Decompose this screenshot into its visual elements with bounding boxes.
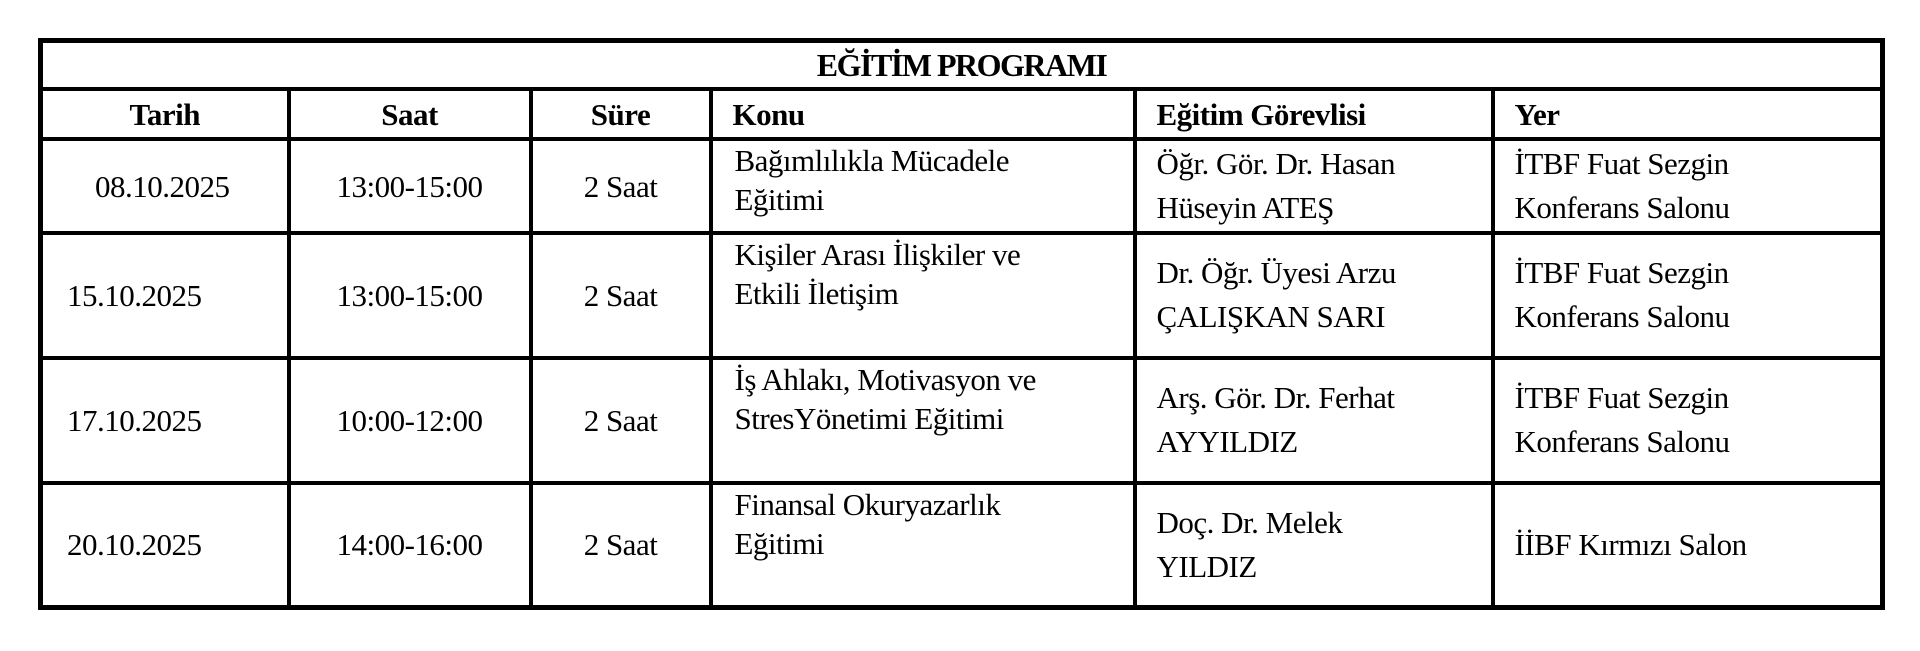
instructor-cell [1135, 233, 1493, 358]
topic-cell [711, 233, 1135, 358]
place-line: İTBF Fuat Sezgin [1514, 146, 1729, 181]
table-row [41, 233, 1883, 358]
table-row [41, 483, 1883, 607]
column-header-duration: Süre [531, 89, 711, 139]
topic-line: Kişiler Arası İlişkiler ve [734, 237, 1021, 272]
instructor-line: YILDIZ [1156, 549, 1257, 584]
place-cell [1493, 233, 1883, 358]
topic-line: Eğitimi [734, 182, 824, 217]
instructor-line: Öğr. Gör. Dr. Hasan [1156, 146, 1395, 181]
date-cell: 20.10.2025 [41, 483, 289, 607]
topic-line: Etkili İletişim [734, 276, 899, 311]
duration-cell: 2 Saat [531, 358, 711, 483]
instructor-line: Doç. Dr. Melek [1156, 505, 1343, 540]
training-schedule-table [38, 38, 1885, 610]
duration-cell: 2 Saat [531, 233, 711, 358]
place-line: İTBF Fuat Sezgin [1514, 380, 1729, 415]
duration-cell: 2 Saat [531, 483, 711, 607]
column-header-place: Yer [1493, 89, 1883, 139]
column-header-time: Saat [289, 89, 531, 139]
time-cell: 13:00-15:00 [289, 233, 531, 358]
place-cell [1493, 358, 1883, 483]
place-line: Konferans Salonu [1514, 299, 1730, 334]
place-cell [1493, 483, 1883, 607]
instructor-line: ÇALIŞKAN SARI [1156, 299, 1386, 334]
topic-line: Bağımlılıkla Mücadele [734, 143, 1009, 178]
duration-cell: 2 Saat [531, 139, 711, 233]
table-title-row [41, 41, 1883, 90]
place-line: İTBF Fuat Sezgin [1514, 255, 1729, 290]
date-cell: 08.10.2025 [41, 139, 289, 233]
time-cell: 14:00-16:00 [289, 483, 531, 607]
place-line: Konferans Salonu [1514, 424, 1730, 459]
instructor-cell [1135, 358, 1493, 483]
instructor-line: Hüseyin ATEŞ [1156, 190, 1334, 225]
time-cell: 13:00-15:00 [289, 139, 531, 233]
column-header-date: Tarih [41, 89, 289, 139]
topic-line: StresYönetimi Eğitimi [734, 401, 1004, 436]
place-line: Konferans Salonu [1514, 190, 1730, 225]
topic-line: Eğitimi [734, 526, 824, 561]
date-cell: 15.10.2025 [41, 233, 289, 358]
table-row [41, 358, 1883, 483]
place-line: İİBF Kırmızı Salon [1514, 526, 1747, 562]
table-header-row [41, 89, 1883, 139]
table-row [41, 139, 1883, 233]
instructor-cell [1135, 483, 1493, 607]
place-cell [1493, 139, 1883, 233]
topic-cell [711, 139, 1135, 233]
column-header-instructor: Eğitim Görevlisi [1135, 89, 1493, 139]
topic-cell [711, 358, 1135, 483]
topic-line: Finansal Okuryazarlık [734, 487, 1001, 522]
table-title: EĞİTİM PROGRAMI [41, 41, 1883, 90]
instructor-line: Dr. Öğr. Üyesi Arzu [1156, 255, 1396, 290]
instructor-line: AYYILDIZ [1156, 424, 1298, 459]
instructor-cell [1135, 139, 1493, 233]
column-header-topic: Konu [711, 89, 1135, 139]
topic-line: İş Ahlakı, Motivasyon ve [734, 362, 1036, 397]
time-cell: 10:00-12:00 [289, 358, 531, 483]
topic-cell [711, 483, 1135, 607]
date-cell: 17.10.2025 [41, 358, 289, 483]
instructor-line: Arş. Gör. Dr. Ferhat [1156, 380, 1395, 415]
